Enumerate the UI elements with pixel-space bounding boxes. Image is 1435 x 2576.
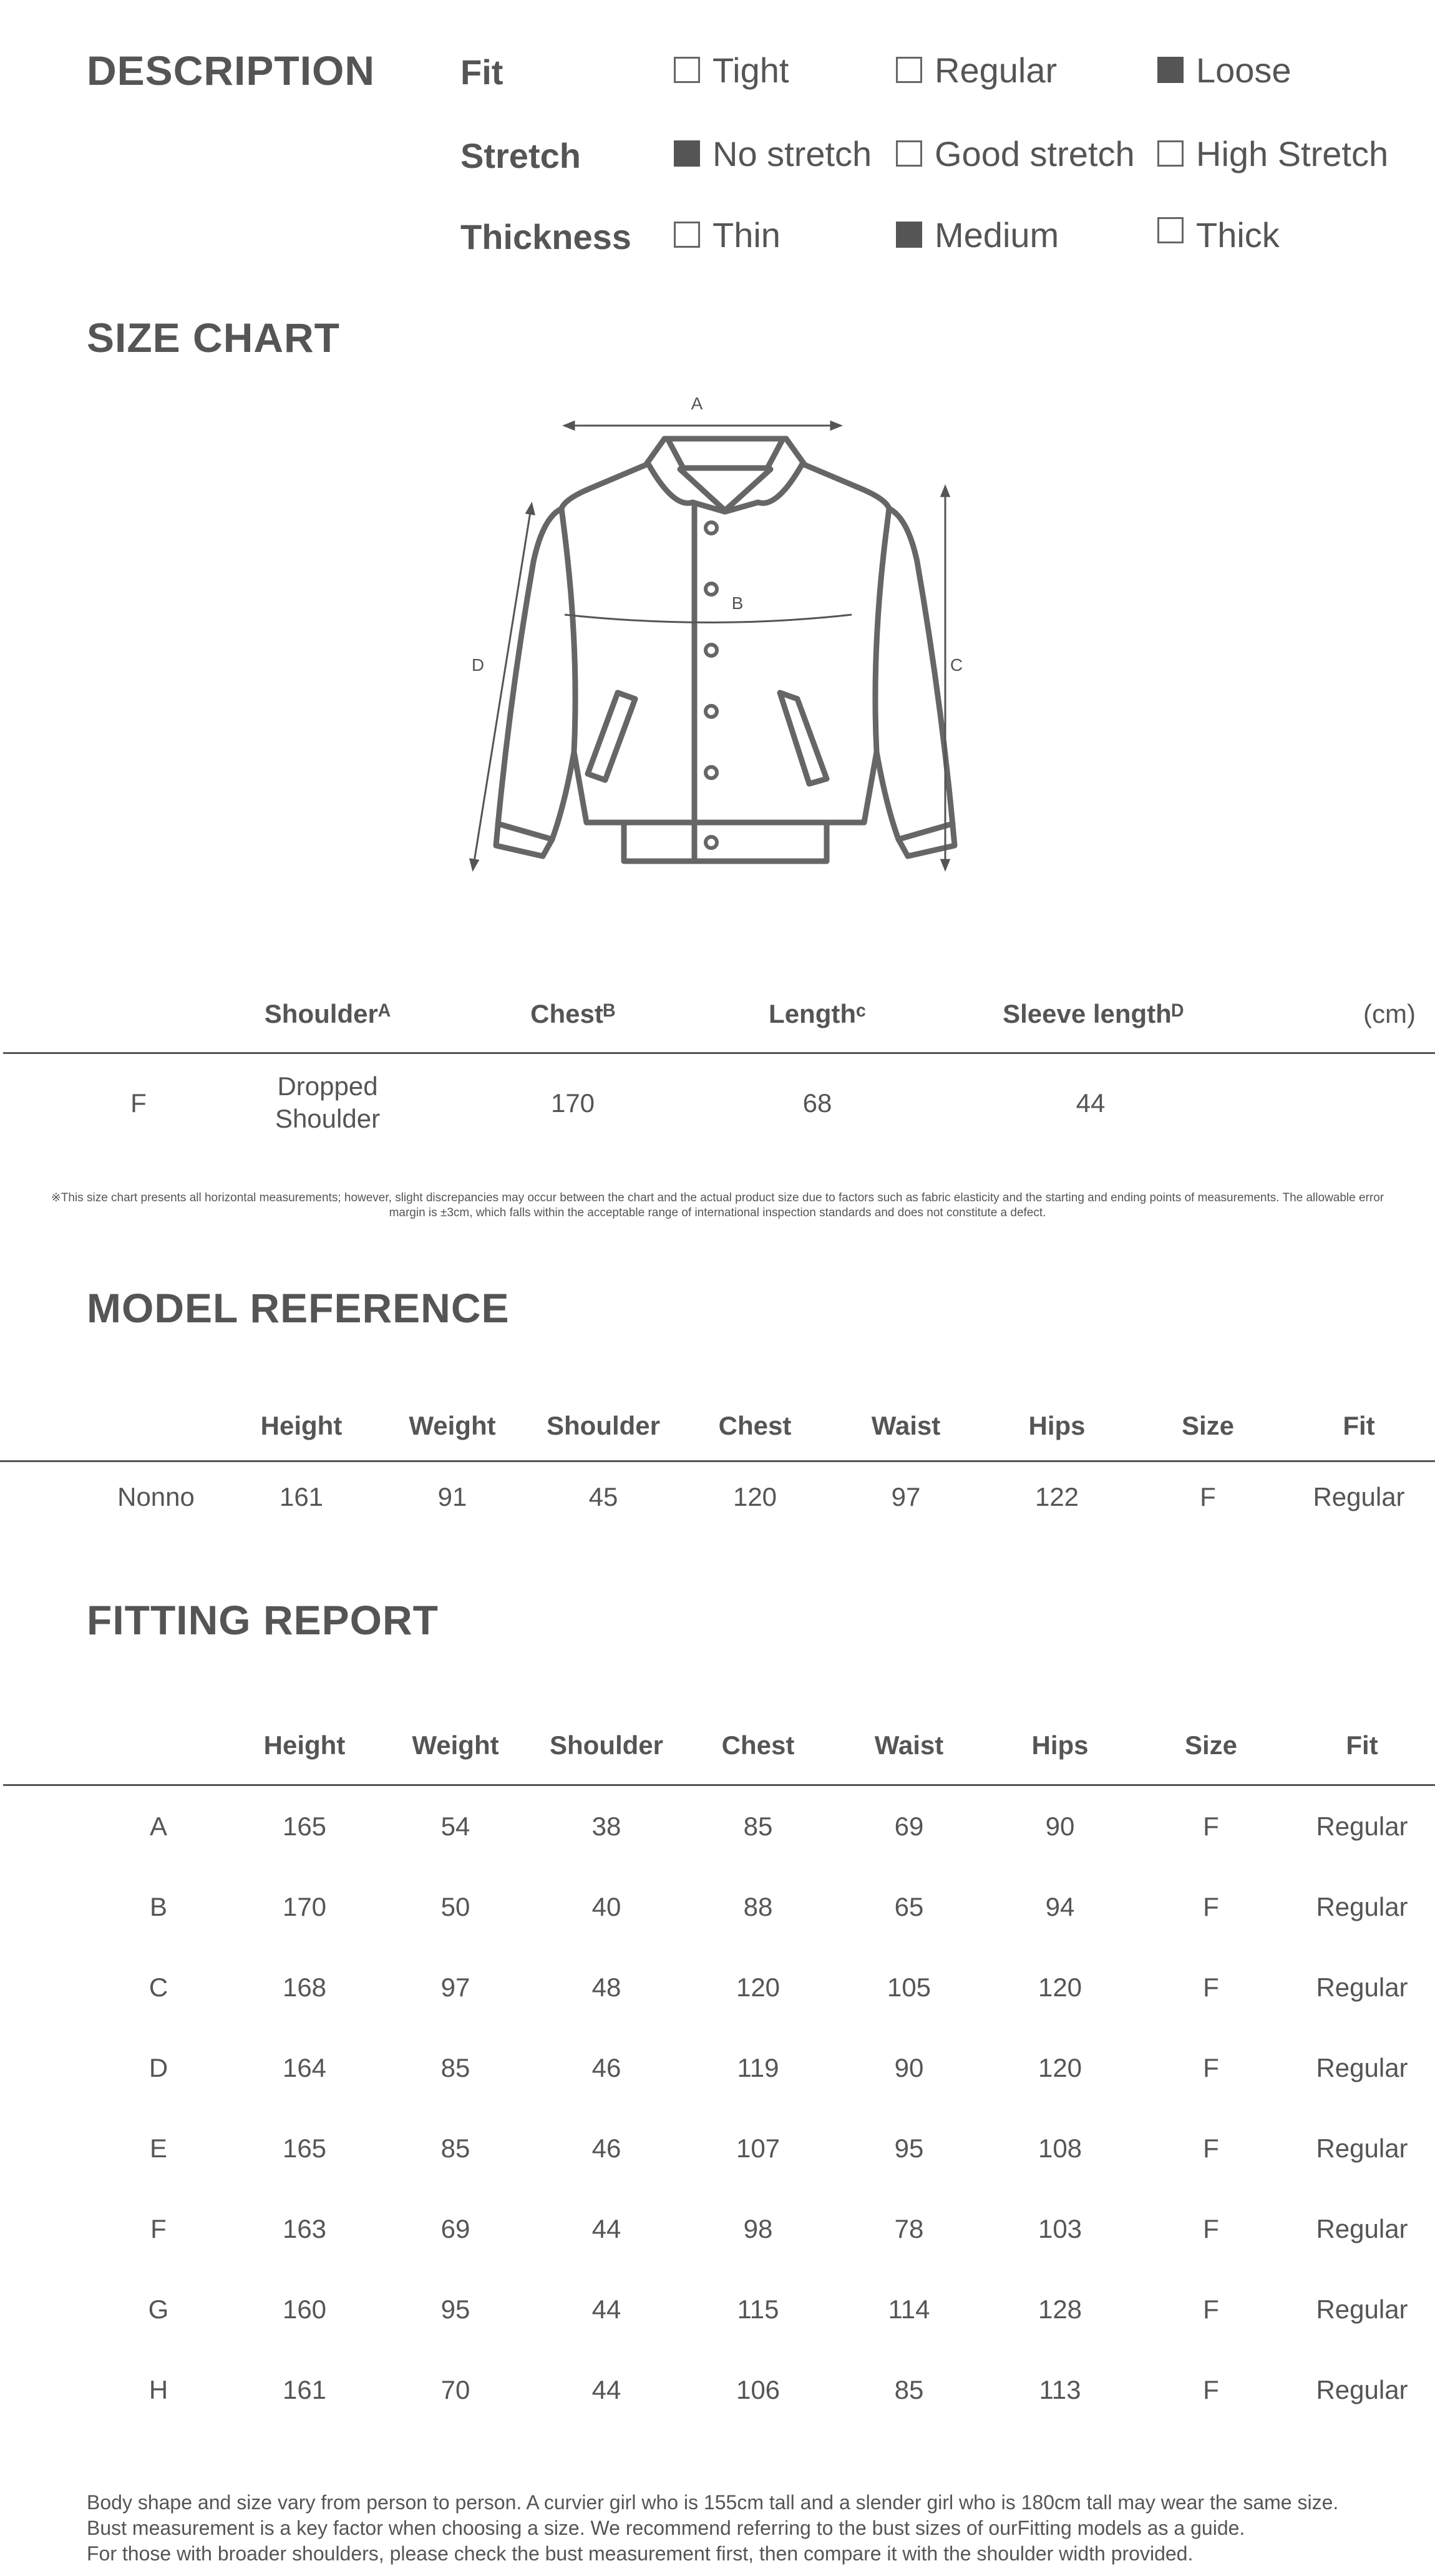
size-chart-note xyxy=(5,1191,1430,1221)
table-cell: F xyxy=(1203,2375,1219,2404)
table-row-label: F xyxy=(150,2214,167,2243)
size-shoulder-line2: Shoulder xyxy=(275,1104,381,1133)
table-cell: Regular xyxy=(1316,2214,1408,2243)
table-cell: 46 xyxy=(591,2134,621,2163)
jacket-left-sleeve xyxy=(496,509,574,856)
size-header-shoulder: Shoulderᴬ xyxy=(264,999,391,1028)
table-cell: 97 xyxy=(440,1973,470,2002)
table-cell: 38 xyxy=(591,1812,621,1841)
table-cell: 105 xyxy=(887,1973,932,2002)
table-cell: 103 xyxy=(1038,2214,1082,2243)
table-cell: 97 xyxy=(891,1482,921,1511)
table-row-label: E xyxy=(149,2134,168,2163)
table-cell: 164 xyxy=(282,2053,327,2082)
size-row-label: F xyxy=(130,1088,147,1118)
fitting-report-header-waist: Waist xyxy=(874,1730,944,1760)
table-cell: 107 xyxy=(736,2134,781,2163)
table-cell: 94 xyxy=(1045,1892,1075,1921)
size-length-value: 68 xyxy=(802,1088,832,1118)
fitting-report-header-fit: Fit xyxy=(1346,1730,1378,1760)
footer-notes xyxy=(87,2490,1397,2567)
jacket-collar xyxy=(668,439,783,468)
table-cell: 78 xyxy=(894,2214,924,2243)
size-chart-note-line1: ※This size chart presents all horizontal measurements; however, slight discrepancies may occur between the chart and the actual product size due to factors such as fabric elasticity and the starting and ending points of measurements. The allowable error xyxy=(51,1191,1384,1204)
table-cell: 115 xyxy=(737,2295,779,2324)
fit-regular-label: Regular xyxy=(935,51,1058,90)
table-cell: 40 xyxy=(591,1892,621,1921)
stretch-high-label: High Stretch xyxy=(1196,134,1389,173)
table-cell: 44 xyxy=(591,2214,621,2243)
model-reference-header-fit: Fit xyxy=(1343,1411,1375,1440)
table-row-label: A xyxy=(149,1812,168,1841)
table-cell: 114 xyxy=(888,2295,930,2324)
size-table-divider xyxy=(3,1052,1435,1054)
stretch-label: Stretch xyxy=(460,136,581,175)
measure-label-a: A xyxy=(691,394,703,413)
table-cell: 128 xyxy=(1038,2295,1082,2324)
table-cell: F xyxy=(1203,1892,1219,1921)
table-row-label: Nonno xyxy=(117,1482,195,1511)
fit-label: Fit xyxy=(460,52,503,92)
jacket-measurement-diagram xyxy=(0,0,1435,911)
table-cell: 50 xyxy=(440,1892,470,1921)
model-reference-header-shoulder: Shoulder xyxy=(546,1411,661,1440)
table-cell: 91 xyxy=(437,1482,467,1511)
table-cell: 119 xyxy=(737,2053,779,2082)
size-header-sleeve: Sleeve lengthᴰ xyxy=(1003,999,1184,1028)
table-cell: F xyxy=(1203,2134,1219,2163)
table-cell: 120 xyxy=(1038,2053,1082,2082)
table-cell: 90 xyxy=(894,2053,924,2082)
model-reference-header-size: Size xyxy=(1181,1411,1235,1440)
jacket-right-pocket xyxy=(780,693,827,784)
table-row-label: G xyxy=(148,2295,169,2324)
thickness-label: Thickness xyxy=(460,217,631,256)
thickness-thin-label: Thin xyxy=(713,215,781,255)
footer-line-2: Bust measurement is a key factor when choosing a size. We recommend referring to the bust sizes of ourFitting models as a guide. xyxy=(87,2517,1245,2539)
model-reference-header-waist: Waist xyxy=(871,1411,941,1440)
size-shoulder-line1: Dropped xyxy=(277,1071,378,1101)
table-cell: 160 xyxy=(282,2295,327,2324)
table-cell: 45 xyxy=(588,1482,618,1511)
model-reference-header-weight: Weight xyxy=(409,1411,496,1440)
stretch-none-label: No stretch xyxy=(713,134,872,173)
fit-loose-label: Loose xyxy=(1196,51,1292,90)
table-cell: 95 xyxy=(894,2134,924,2163)
footer-line-1: Body shape and size vary from person to person. A curvier girl who is 155cm tall and a slender girl who is 180cm tall may wear the same size. xyxy=(87,2491,1339,2514)
table-cell: Regular xyxy=(1316,2375,1408,2404)
table-row-label: D xyxy=(148,2053,168,2082)
table-cell: F xyxy=(1203,2295,1219,2324)
table-cell: Regular xyxy=(1316,2134,1408,2163)
description-title: DESCRIPTION xyxy=(87,47,376,94)
table-cell: 70 xyxy=(440,2375,470,2404)
fitting-report-header-hips: Hips xyxy=(1031,1730,1089,1760)
model-reference-header-hips: Hips xyxy=(1028,1411,1086,1440)
fitting-report-header-size: Size xyxy=(1184,1730,1238,1760)
fitting-report-header-weight: Weight xyxy=(412,1730,499,1760)
jacket-left-pocket xyxy=(588,693,635,780)
measure-label-b: B xyxy=(731,593,744,613)
table-cell: 85 xyxy=(440,2053,470,2082)
stretch-good-label: Good stretch xyxy=(935,134,1135,173)
size-header-chest: Chestᴮ xyxy=(530,999,615,1028)
table-cell: F xyxy=(1203,1812,1219,1841)
table-cell: 170 xyxy=(282,1892,327,1921)
table-cell: 48 xyxy=(591,1973,621,2002)
thickness-medium-label: Medium xyxy=(935,215,1059,255)
table-cell: F xyxy=(1203,2214,1219,2243)
table-cell: 168 xyxy=(282,1973,327,2002)
size-unit-label: (cm) xyxy=(1363,999,1416,1028)
table-cell: 85 xyxy=(894,2375,924,2404)
footer-line-3: For those with broader shoulders, please check the bust measurement first, then compare it with the shoulder width provided. xyxy=(87,2542,1194,2565)
measure-label-c: C xyxy=(950,655,963,675)
measure-line-d xyxy=(473,504,532,869)
fitting-report-header-height: Height xyxy=(263,1730,346,1760)
table-cell: 65 xyxy=(894,1892,924,1921)
size-chart-note-line2: margin is ±3cm, which falls within the acceptable range of international inspection standards and does not constitute a defect. xyxy=(389,1206,1046,1219)
table-cell: 88 xyxy=(743,1892,773,1921)
table-cell: 90 xyxy=(1045,1812,1075,1841)
table-cell: 122 xyxy=(1034,1482,1079,1511)
table-cell: 54 xyxy=(440,1812,470,1841)
size-sleeve-value: 44 xyxy=(1076,1088,1106,1118)
table-cell: F xyxy=(1200,1482,1216,1511)
table-cell: 161 xyxy=(279,1482,324,1511)
table-cell: Regular xyxy=(1313,1482,1405,1511)
table-cell: F xyxy=(1203,2053,1219,2082)
measure-line-b xyxy=(565,615,852,623)
thickness-thick-label: Thick xyxy=(1196,215,1280,255)
fitting-report-title: FITTING REPORT xyxy=(87,1597,439,1643)
table-cell: 85 xyxy=(743,1812,773,1841)
size-chart-title: SIZE CHART xyxy=(87,315,340,361)
jacket-body-outline xyxy=(562,439,889,861)
table-row-label: B xyxy=(149,1892,168,1921)
table-cell: F xyxy=(1203,1973,1219,2002)
model-reference-title: MODEL REFERENCE xyxy=(87,1285,510,1331)
table-cell: 106 xyxy=(736,2375,781,2404)
fit-tight-label: Tight xyxy=(713,51,789,90)
table-cell: 95 xyxy=(440,2295,470,2324)
fitting-report-divider xyxy=(3,1784,1435,1786)
table-cell: 165 xyxy=(282,2134,327,2163)
fitting-report-header-chest: Chest xyxy=(721,1730,795,1760)
table-cell: 44 xyxy=(591,2375,621,2404)
table-cell: 44 xyxy=(591,2295,621,2324)
table-cell: 120 xyxy=(736,1973,781,2002)
table-row-label: H xyxy=(148,2375,168,2404)
table-cell: 46 xyxy=(591,2053,621,2082)
table-cell: 120 xyxy=(732,1482,777,1511)
table-cell: 165 xyxy=(282,1812,327,1841)
table-cell: 120 xyxy=(1038,1973,1082,2002)
size-chest-value: 170 xyxy=(550,1088,595,1118)
table-cell: 85 xyxy=(440,2134,470,2163)
table-cell: 163 xyxy=(282,2214,327,2243)
measure-label-d: D xyxy=(471,655,485,675)
table-cell: 161 xyxy=(282,2375,327,2404)
model-reference-header-chest: Chest xyxy=(718,1411,792,1440)
table-cell: Regular xyxy=(1316,1812,1408,1841)
table-cell: 69 xyxy=(440,2214,470,2243)
table-cell: 69 xyxy=(894,1812,924,1841)
table-cell: 108 xyxy=(1038,2134,1082,2163)
table-cell: 113 xyxy=(1039,2375,1081,2404)
table-cell: Regular xyxy=(1316,2053,1408,2082)
jacket-buttons xyxy=(706,522,717,848)
table-cell: 98 xyxy=(743,2214,773,2243)
model-reference-header-height: Height xyxy=(260,1411,343,1440)
table-cell: Regular xyxy=(1316,1973,1408,2002)
table-row-label: C xyxy=(148,1973,168,2002)
model-reference-divider xyxy=(0,1460,1435,1462)
jacket-collar-inner xyxy=(649,465,802,512)
fitting-report-header-shoulder: Shoulder xyxy=(549,1730,664,1760)
jacket-right-sleeve xyxy=(877,509,955,856)
size-header-length: Lengthᶜ xyxy=(769,999,866,1028)
table-cell: Regular xyxy=(1316,2295,1408,2324)
table-cell: Regular xyxy=(1316,1892,1408,1921)
